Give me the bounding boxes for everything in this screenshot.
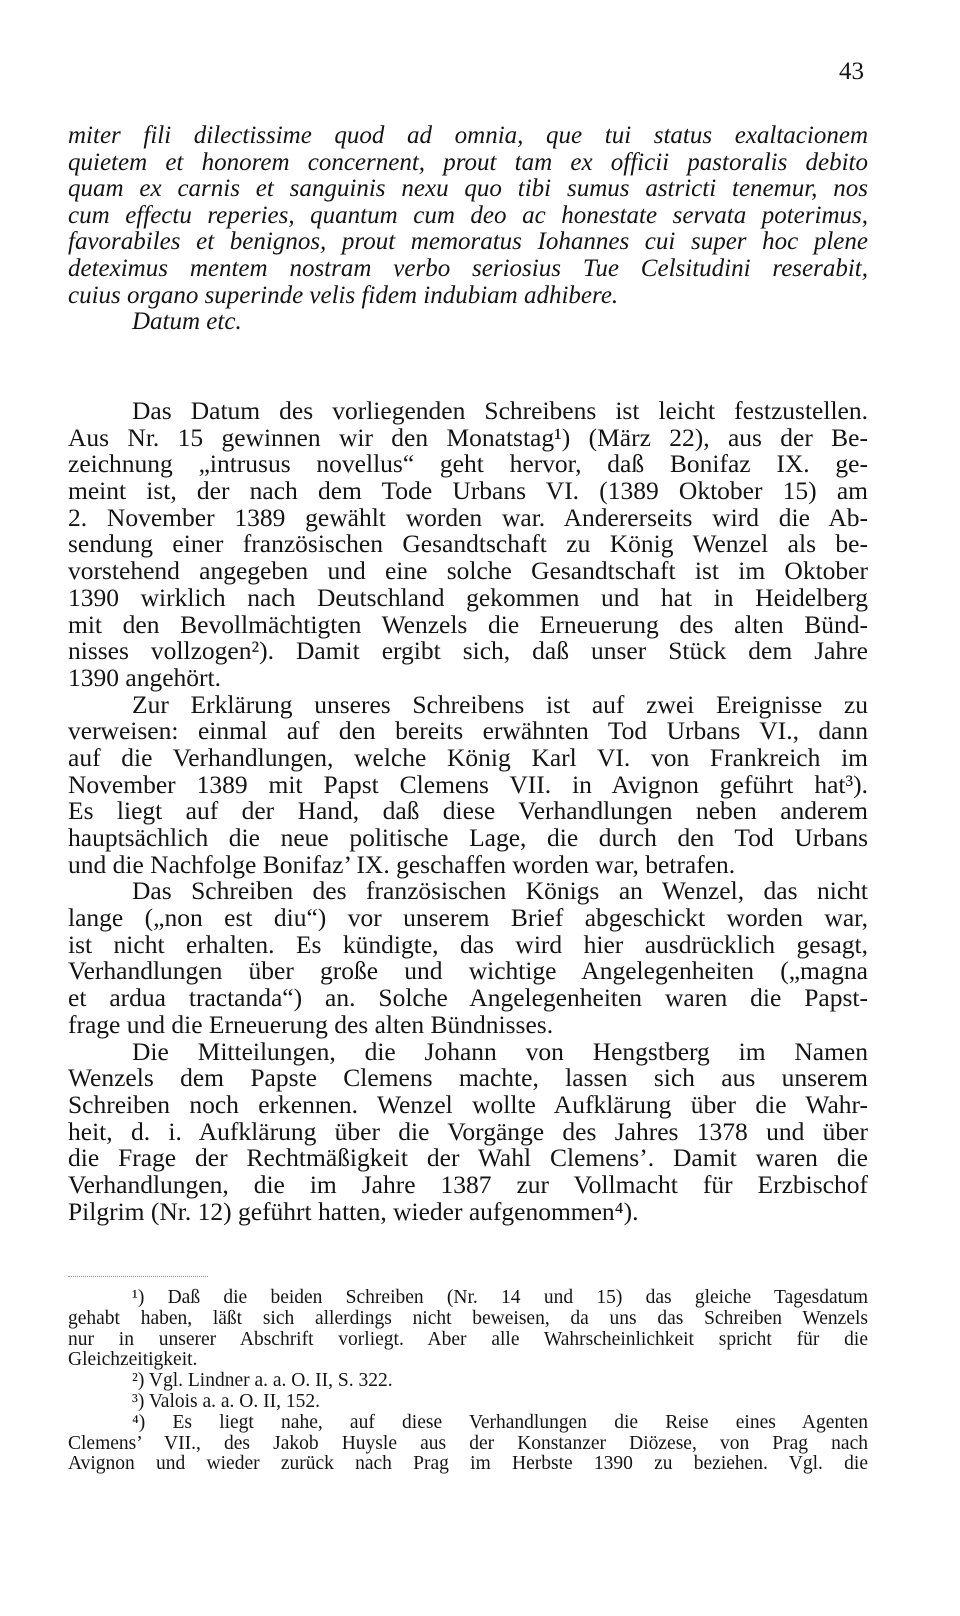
footnote-line: Gleichzeitigkeit. <box>68 1349 198 1371</box>
footnote-line: nur in unserer Abschrift vorliegt. Aber alle Wahrscheinlichkeit spricht für die <box>68 1328 868 1350</box>
footnote-line: ²) Vgl. Lindner a. a. O. II, S. 322. <box>132 1370 393 1392</box>
body-line: und die Nachfolge Bonifaz’ IX. geschaffen worden war, betrafen. <box>68 849 736 879</box>
latin-line: deteximus mentem nostram verbo seriosius Tue Celsitudini reserabit, <box>68 254 868 282</box>
footnote-line: gehabt haben, läßt sich allerdings nicht beweisen, da uns das Schreiben Wenzels <box>68 1307 868 1329</box>
body-line: ist nicht erhalten. Es kündigte, das wird hier ausdrücklich gesagt, <box>68 929 868 959</box>
page-number: 43 <box>839 58 864 85</box>
commentary-text <box>68 398 868 1225</box>
latin-letter-text <box>68 123 868 336</box>
footnote-line: ⁴) Es liegt nahe, auf diese Verhandlungen die Reise eines Agenten <box>132 1411 868 1433</box>
footnotes <box>68 1288 868 1475</box>
footnote-separator <box>68 1276 208 1277</box>
latin-line: miter fili dilectissime quod ad omnia, que tui status exaltacionem <box>68 122 868 149</box>
latin-line: cuius organo superinde velis fidem indubiam adhibere. <box>68 281 619 309</box>
body-line: November 1389 mit Papst Clemens VII. in Avignon geführt hat³). <box>68 769 868 799</box>
body-line: heit, d. i. Aufklärung über die Vorgänge des Jahres 1378 und über <box>68 1116 868 1146</box>
body-line: vorstehend angegeben und eine solche Gesandtschaft ist im Oktober <box>68 556 868 586</box>
footnote-line: Avignon und wieder zurück nach Prag im Herbste 1390 zu beziehen. Vgl. die <box>68 1453 868 1475</box>
body-line: die Frage der Rechtmäßigkeit der Wahl Clemens’. Damit waren die <box>68 1143 868 1173</box>
body-line: 1390 angehört. <box>68 662 221 692</box>
body-line: et ardua tractanda“) an. Solche Angelegenheiten waren die Papst- <box>68 983 868 1013</box>
footnote-line: ¹) Daß die beiden Schreiben (Nr. 14 und 15) das gleiche Tagesdatum <box>132 1287 868 1308</box>
body-line: Zur Erklärung unseres Schreibens ist auf zwei Ereignisse zu <box>132 689 868 719</box>
footnote-line: ³) Valois a. a. O. II, 152. <box>132 1390 320 1412</box>
body-line: zeichnung „intrusus novellus“ geht hervor, daß Bonifaz IX. ge- <box>68 449 868 479</box>
body-line: meint ist, der nach dem Tode Urbans VI. (1389 Oktober 15) am <box>68 476 868 506</box>
body-line: sendung einer französischen Gesandtschaft zu König Wenzel als be- <box>68 529 868 559</box>
latin-line: cum effectu reperies, quantum cum deo ac honestate servata poterimus, <box>68 201 868 229</box>
body-line: auf die Verhandlungen, welche König Karl VI. von Frankreich im <box>68 742 868 772</box>
body-line: Es liegt auf der Hand, daß diese Verhandlungen neben anderem <box>68 796 868 826</box>
body-line: Wenzels dem Papste Clemens machte, lassen sich aus unserem <box>68 1063 868 1093</box>
body-line: 2. November 1389 gewählt worden war. Andererseits wird die Ab- <box>68 502 868 532</box>
body-line: mit den Bevollmächtigten Wenzels die Erneuerung des alten Bünd- <box>68 609 868 639</box>
body-line: Das Datum des vorliegenden Schreibens ist leicht festzustellen. <box>132 396 868 425</box>
body-line: verweisen: einmal auf den bereits erwähnten Tod Urbans VI., dann <box>68 716 868 746</box>
body-line: hauptsächlich die neue politische Lage, die durch den Tod Urbans <box>68 823 868 852</box>
body-line: Verhandlungen über große und wichtige Angelegenheiten („magna <box>68 956 868 986</box>
body-line: Das Schreiben des französischen Königs an Wenzel, das nicht <box>132 876 868 906</box>
body-line: Verhandlungen, die im Jahre 1387 zur Vollmacht für Erzbischof <box>68 1169 868 1199</box>
body-line: Die Mitteilungen, die Johann von Hengstberg im Namen <box>132 1036 868 1066</box>
body-line: Schreiben noch erkennen. Wenzel wollte Aufklärung über die Wahr- <box>68 1089 868 1119</box>
latin-line: favorabiles et benignos, prout memoratus Iohannes cui super hoc plene <box>68 228 868 256</box>
latin-dating-line: Datum etc. <box>132 308 242 336</box>
body-line: 1390 wirklich nach Deutschland gekommen und hat in Heidelberg <box>68 582 868 612</box>
body-line: lange („non est diu“) vor unserem Brief abgeschickt worden war, <box>68 903 868 933</box>
body-line: Aus Nr. 15 gewinnen wir den Monatstag¹) (März 22), aus der Be- <box>68 422 868 452</box>
body-line: Pilgrim (Nr. 12) geführt hatten, wieder aufgenommen⁴). <box>68 1196 639 1226</box>
body-line: nisses vollzogen²). Damit ergibt sich, daß unser Stück dem Jahre <box>68 636 868 666</box>
footnote-line: Clemens’ VII., des Jakob Huysle aus der Konstanzer Diözese, von Prag nach <box>68 1432 868 1454</box>
latin-line: quam ex carnis et sanguinis nexu quo tibi sumus astricti tenemur, nos <box>68 175 868 203</box>
body-line: frage und die Erneuerung des alten Bündnisses. <box>68 1009 554 1039</box>
latin-line: quietem et honorem concernent, prout tam ex officii pastoralis debito <box>68 148 868 176</box>
